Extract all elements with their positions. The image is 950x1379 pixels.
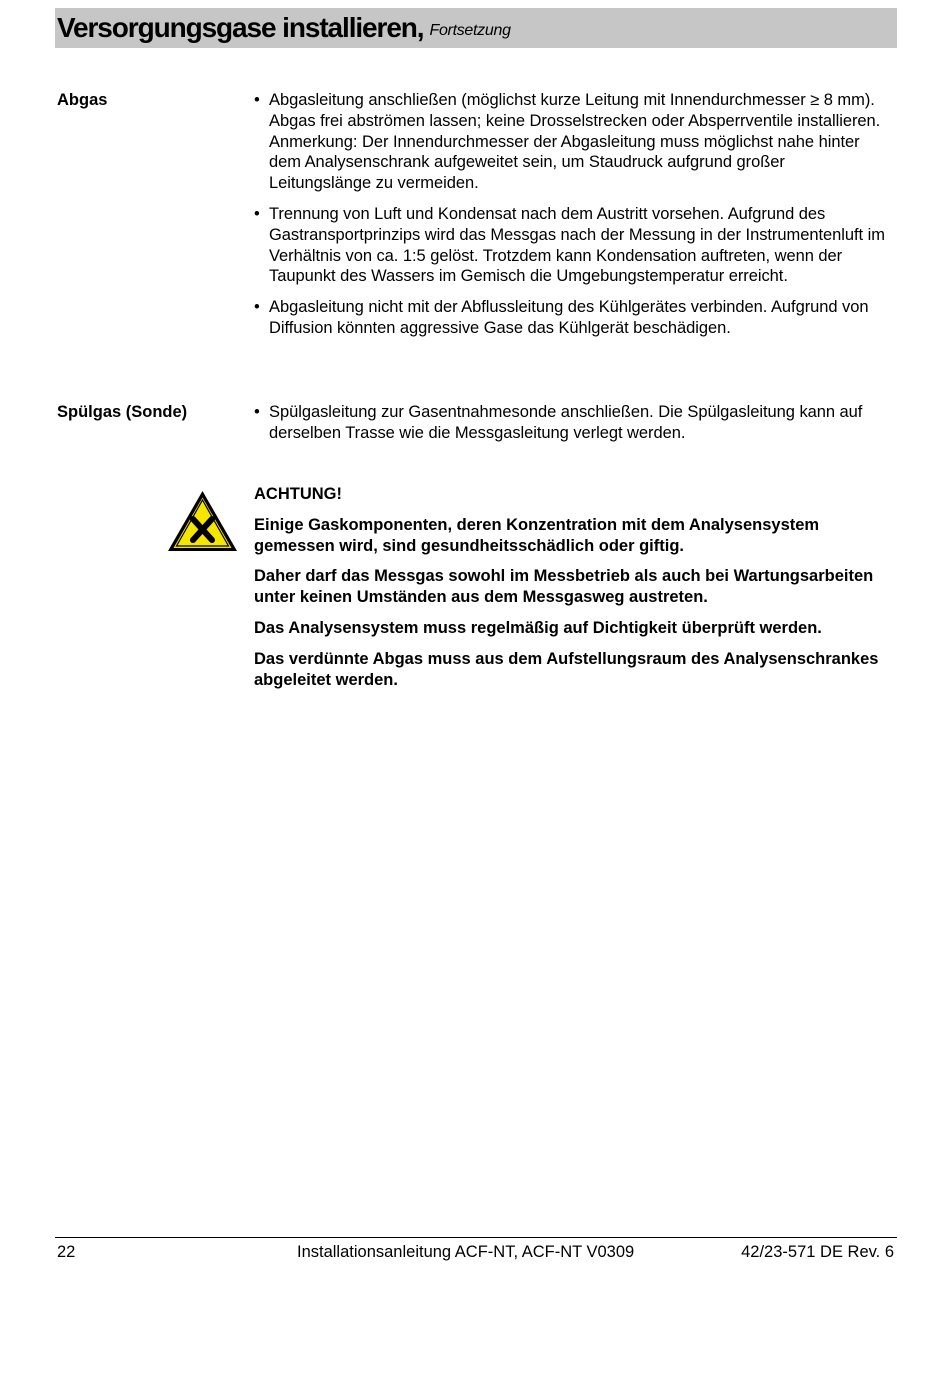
abgas-bullet-list <box>254 90 890 349</box>
warning-paragraph: Daher darf das Messgas sowohl im Messbetrieb als auch bei Wartungsarbeiten unter keinen Umständen aus dem Messgasweg austreten. <box>254 567 874 607</box>
warning-paragraph: Das verdünnte Abgas muss aus dem Aufstellungsraum des Analysenschrankes abgeleitet werden. <box>254 649 879 689</box>
warning-heading: ACHTUNG! <box>254 485 342 503</box>
list-item: • Spülgasleitung zur Gasentnahmesonde anschließen. Die Spülgasleitung kann auf derselben Trasse wie die Messgasleitung verlegt werden. <box>254 402 890 444</box>
document-title: Installationsanleitung ACF-NT, ACF-NT V0309 <box>297 1243 635 1261</box>
warning-paragraph: Das Analysensystem muss regelmäßig auf Dichtigkeit überprüft werden. <box>254 618 822 637</box>
page-header <box>55 8 897 48</box>
list-item: • Trennung von Luft und Kondensat nach dem Austritt vorsehen. Aufgrund des Gastransportprinzips wird das Messgas nach der Messung in der Instrumentenluft im Verhältnis von ca. 1:5 gelöst. Trotzdem kann Kondensation auftreten, wenn der Taupunkt des Wassers im Gemisch die Umgebungstemperatur erreicht. <box>254 204 890 287</box>
section-label-spuelgas: Spülgas (Sonde) <box>57 403 188 421</box>
warning-box <box>254 484 890 700</box>
footer-divider <box>55 1237 897 1238</box>
page-title: Versorgungsgase installieren, <box>57 12 424 43</box>
page-number: 22 <box>57 1243 76 1261</box>
document-id: 42/23-571 DE Rev. 6 <box>741 1243 894 1261</box>
list-item: • Abgasleitung nicht mit der Abflussleitung des Kühlgerätes verbinden. Aufgrund von Diffusion könnten aggressive Gase das Kühlgerät beschädigen. <box>254 297 890 339</box>
harmful-substance-warning-icon <box>166 489 239 554</box>
page-subtitle: Fortsetzung <box>429 22 511 39</box>
spuelgas-bullet-list <box>254 402 890 454</box>
list-item: • Abgasleitung anschließen (möglichst kurze Leitung mit Innendurchmesser ≥ 8 mm). Abgas frei abströmen lassen; keine Drosselstrecken oder Absperrventile installieren. Anmerkung: Der Innendurchmesser der Abgasleitung muss möglichst nahe hinter dem Analysenschrank aufgeweitet sein, um Staudruck aufgrund großer Leitungslänge zu vermeiden. <box>254 90 890 194</box>
warning-paragraph: Einige Gaskomponenten, deren Konzentration mit dem Analysensystem gemessen wird, sind gesundheitsschädlich oder giftig. <box>254 515 820 555</box>
section-label-abgas: Abgas <box>57 91 108 109</box>
